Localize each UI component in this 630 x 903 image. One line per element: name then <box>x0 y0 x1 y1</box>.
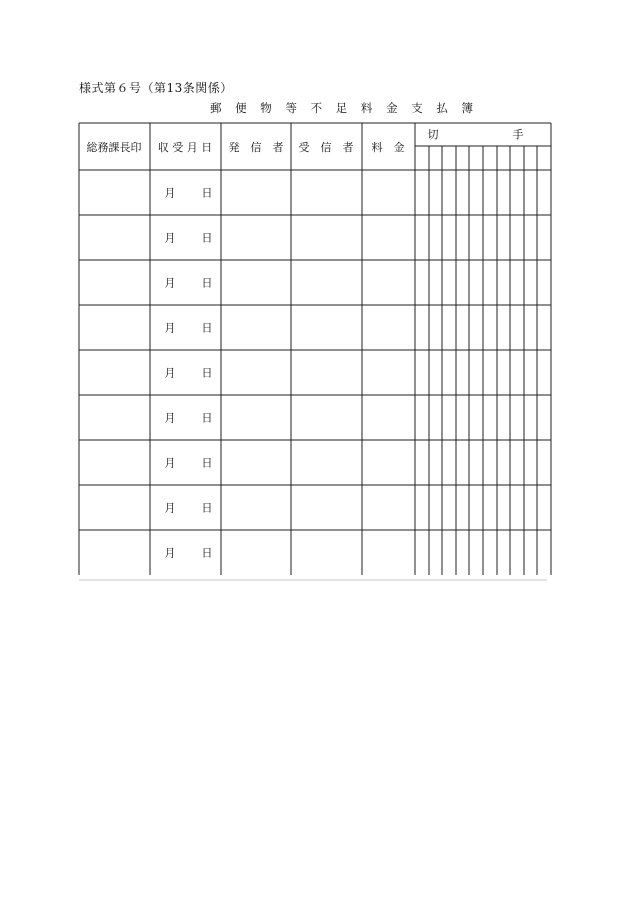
day-label: 日 <box>201 186 213 200</box>
month-label: 月 <box>164 186 176 200</box>
day-label: 日 <box>201 546 213 560</box>
day-label: 日 <box>201 411 213 425</box>
table-row <box>165 232 213 245</box>
table-row <box>165 367 213 380</box>
form-number-label: 様式第６号（第13条関係） <box>79 81 233 95</box>
day-label: 日 <box>201 501 213 515</box>
header-fee: 料 金 <box>371 141 405 154</box>
header-sender: 発 信 者 <box>228 141 284 154</box>
day-label: 日 <box>201 456 213 470</box>
header-manager-seal: 総務課長印 <box>86 141 142 154</box>
header-recipient: 受 信 者 <box>298 141 354 154</box>
month-label: 月 <box>164 366 176 380</box>
day-label: 日 <box>201 276 213 290</box>
table-row <box>165 187 213 200</box>
month-label: 月 <box>164 456 176 470</box>
table-row <box>165 277 213 290</box>
table-row <box>165 547 213 560</box>
table-row <box>165 457 213 470</box>
table-header-row <box>87 127 524 154</box>
header-stamp-right: 手 <box>512 128 524 141</box>
table-grid <box>79 123 551 575</box>
month-label: 月 <box>164 321 176 335</box>
month-label: 月 <box>164 546 176 560</box>
document-title: 郵 便 物 等 不 足 料 金 支 払 簿 <box>210 101 479 115</box>
month-label: 月 <box>164 276 176 290</box>
table-body <box>165 187 213 560</box>
table-row <box>165 322 213 335</box>
month-label: 月 <box>164 231 176 245</box>
table-row <box>165 502 213 515</box>
header-received-date: 収 受 月 日 <box>157 141 213 154</box>
month-label: 月 <box>164 501 176 515</box>
day-label: 日 <box>201 366 213 380</box>
day-label: 日 <box>201 231 213 245</box>
table-row <box>165 412 213 425</box>
header-stamp-left: 切 <box>427 128 439 141</box>
day-label: 日 <box>201 321 213 335</box>
month-label: 月 <box>164 411 176 425</box>
